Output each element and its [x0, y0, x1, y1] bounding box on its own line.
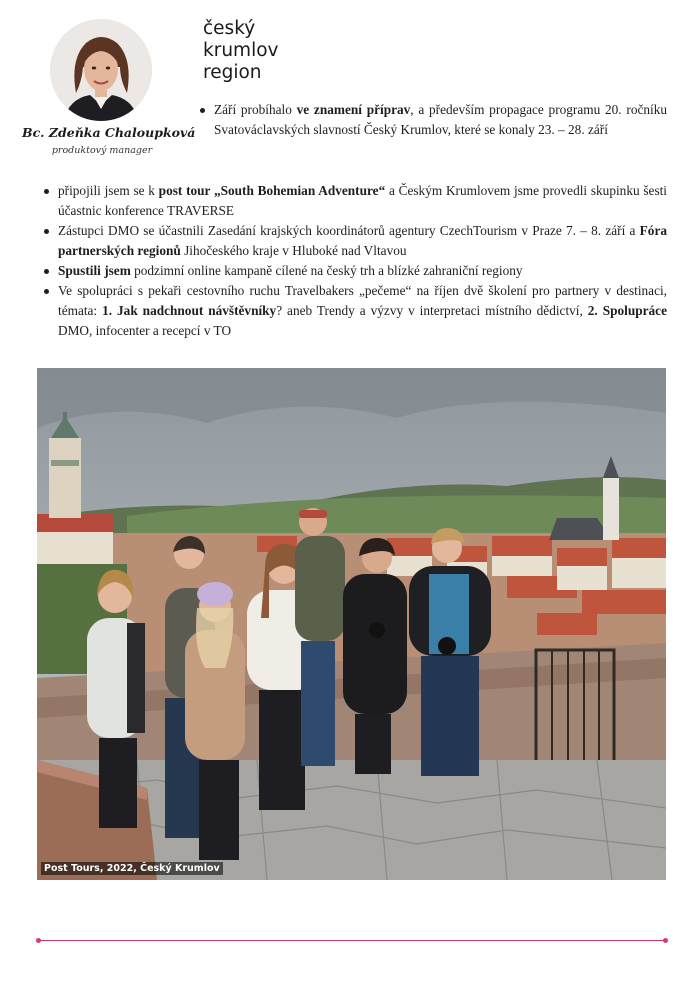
list-item: Ve spolupráci s pekaři cestovního ruchu Travelbakers „pečeme“ na říjen dvě školení pro partnery v destinaci, témata: 1. Jak nadchnout návštěvníky? aneb Trendy a výzvy v interpretaci místního dědictví, 2. Spolupráce DMO, infocenter a recepcí v TO	[42, 281, 667, 341]
profile-avatar	[50, 19, 152, 121]
profile-name: Bc. Zdeňka Chaloupková	[22, 125, 196, 140]
list-item: Zástupci DMO se účastnili Zasedání krajských koordinátorů agentury CzechTourism v Praze 7. – 8. září a Fóra partnerských regionů Jihočeského kraje v Hluboké nad Vltavou	[42, 221, 667, 261]
list-item: Spustili jsem podzimní online kampaně cílené na český trh a blízké zahraniční regiony	[42, 261, 667, 281]
profile-role: produktový manager	[51, 145, 153, 156]
logo-line: krumlov	[203, 40, 279, 61]
divider-endpoint	[36, 938, 41, 943]
list-item: připojili jsem se k post tour „South Bohemian Adventure“ a Českým Krumlovem jsme provedli skupinku šesti účastnic konference TRAVERSE	[42, 181, 667, 221]
photo-caption: Post Tours, 2022, Český Krumlov	[41, 862, 223, 875]
intro-list	[198, 100, 667, 140]
group-photo	[37, 368, 666, 880]
region-logo	[203, 18, 278, 84]
logo-line: region	[203, 62, 262, 83]
activity-list	[42, 181, 667, 341]
logo-line: český	[203, 18, 256, 39]
list-item: Září probíhalo ve znamení příprav, a především propagace programu 20. ročníku Svatováclavských slavností Český Krumlov, které se konaly 23. – 28. září	[198, 100, 667, 140]
divider-endpoint	[663, 938, 668, 943]
footer-divider	[38, 940, 665, 941]
